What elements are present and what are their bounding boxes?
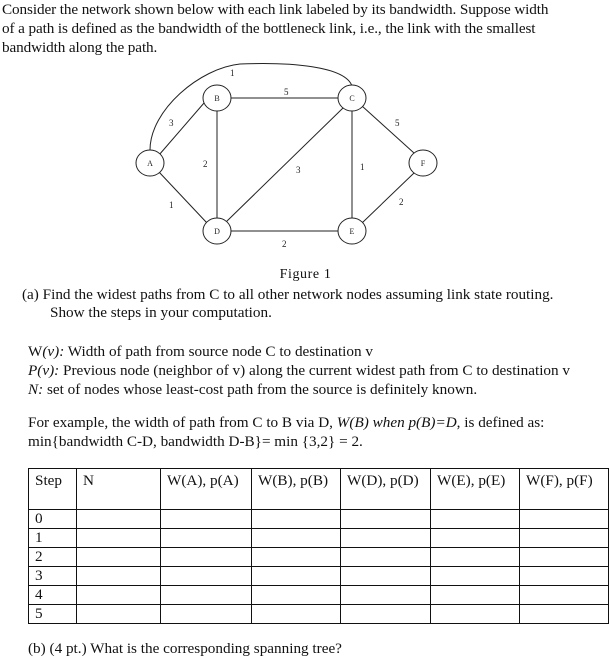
link-E-F bbox=[362, 173, 414, 223]
example bbox=[28, 413, 544, 451]
node-label-F: F bbox=[420, 159, 426, 168]
step-cell: 2 bbox=[29, 548, 77, 567]
wf-cell[interactable] bbox=[520, 548, 609, 567]
wa-cell[interactable] bbox=[161, 605, 252, 624]
link-C-F bbox=[362, 106, 414, 153]
definition-p bbox=[28, 361, 570, 380]
question-a-label: (a) bbox=[22, 286, 39, 303]
link-A-C bbox=[150, 64, 355, 150]
label-A-B: 3 bbox=[169, 118, 174, 128]
wa-cell[interactable] bbox=[161, 567, 252, 586]
computation-table bbox=[28, 468, 609, 624]
we-cell[interactable] bbox=[431, 529, 520, 548]
step-cell: 1 bbox=[29, 529, 77, 548]
n-cell[interactable] bbox=[77, 529, 161, 548]
header-wd-pd: W(D), p(D) bbox=[341, 469, 431, 510]
wd-cell[interactable] bbox=[341, 529, 431, 548]
wf-cell[interactable] bbox=[520, 567, 609, 586]
wd-cell[interactable] bbox=[341, 510, 431, 529]
wd-cell[interactable] bbox=[341, 548, 431, 567]
question-a-line-2: Show the steps in your computation. bbox=[50, 304, 272, 321]
n-cell[interactable] bbox=[77, 605, 161, 624]
header-wb-pb: W(B), p(B) bbox=[252, 469, 341, 510]
example-pre: For example, the width of path from C to B via D, bbox=[28, 414, 337, 431]
question-a-line-1 bbox=[22, 286, 553, 304]
link-A-D bbox=[159, 172, 207, 223]
n-cell[interactable] bbox=[77, 510, 161, 529]
we-cell[interactable] bbox=[431, 510, 520, 529]
node-label-E: E bbox=[349, 227, 355, 236]
definition-n bbox=[28, 380, 570, 399]
step-cell: 4 bbox=[29, 586, 77, 605]
step-cell: 0 bbox=[29, 510, 77, 529]
label-A-D: 1 bbox=[169, 200, 174, 210]
step-cell: 5 bbox=[29, 605, 77, 624]
table-header-row bbox=[29, 469, 609, 510]
wa-cell[interactable] bbox=[161, 510, 252, 529]
definition-n-text: set of nodes whose least-cost path from the source is definitely known. bbox=[43, 381, 478, 398]
definition-w-text: Width of path from source node C to destination v bbox=[64, 343, 373, 360]
wf-cell[interactable] bbox=[520, 510, 609, 529]
question-a-text-1: Find the widest paths from C to all other network nodes assuming link state routing. bbox=[42, 286, 554, 303]
header-we-pe: W(E), p(E) bbox=[431, 469, 520, 510]
term-p: P(v): bbox=[28, 362, 60, 379]
wd-cell[interactable] bbox=[341, 605, 431, 624]
node-label-C: C bbox=[349, 94, 355, 103]
example-line-1 bbox=[28, 413, 544, 432]
we-cell[interactable] bbox=[431, 586, 520, 605]
n-cell[interactable] bbox=[77, 548, 161, 567]
label-B-D: 2 bbox=[203, 159, 208, 169]
label-C-E: 1 bbox=[360, 162, 365, 172]
wb-cell[interactable] bbox=[252, 567, 341, 586]
label-B-C: 5 bbox=[284, 87, 289, 97]
label-E-F: 2 bbox=[399, 197, 404, 207]
wa-cell[interactable] bbox=[161, 548, 252, 567]
question-a bbox=[22, 286, 553, 322]
wb-cell[interactable] bbox=[252, 605, 341, 624]
wf-cell[interactable] bbox=[520, 605, 609, 624]
we-cell[interactable] bbox=[431, 605, 520, 624]
we-cell[interactable] bbox=[431, 567, 520, 586]
network-diagram bbox=[0, 0, 611, 265]
term-w-italic: (v): bbox=[42, 343, 65, 360]
definitions bbox=[28, 342, 570, 399]
header-wa-pa: W(A), p(A) bbox=[161, 469, 252, 510]
header-wf-pf: W(F), p(F) bbox=[520, 469, 609, 510]
label-C-D: 3 bbox=[296, 165, 301, 175]
wb-cell[interactable] bbox=[252, 586, 341, 605]
label-C-F: 5 bbox=[395, 118, 400, 128]
label-D-E: 2 bbox=[282, 239, 287, 249]
wf-cell[interactable] bbox=[520, 529, 609, 548]
table-row bbox=[29, 567, 609, 586]
step-cell: 3 bbox=[29, 567, 77, 586]
node-label-B: B bbox=[214, 94, 220, 103]
wd-cell[interactable] bbox=[341, 567, 431, 586]
example-post: , is defined as: bbox=[456, 414, 545, 431]
node-label-D: D bbox=[214, 227, 220, 236]
wf-cell[interactable] bbox=[520, 586, 609, 605]
figure-caption: Figure 1 bbox=[279, 267, 332, 282]
header-n: N bbox=[77, 469, 161, 510]
node-label-A: A bbox=[147, 159, 153, 168]
link-C-D bbox=[226, 108, 343, 222]
example-line-2: min{bandwidth C-D, bandwidth D-B}= min {3,2} = 2. bbox=[28, 433, 363, 450]
wb-cell[interactable] bbox=[252, 510, 341, 529]
table-row bbox=[29, 586, 609, 605]
table-row bbox=[29, 529, 609, 548]
wb-cell[interactable] bbox=[252, 548, 341, 567]
table-row bbox=[29, 510, 609, 529]
label-A-C: 1 bbox=[230, 68, 235, 78]
we-cell[interactable] bbox=[431, 548, 520, 567]
wa-cell[interactable] bbox=[161, 529, 252, 548]
example-italic: W(B) when p(B)=D bbox=[336, 414, 457, 431]
link-A-B bbox=[159, 103, 204, 155]
n-cell[interactable] bbox=[77, 586, 161, 605]
term-w: W bbox=[28, 343, 43, 360]
intro-line-2: of a path is defined as the bandwidth of the bottleneck link, i.e., the link with the smallest bbox=[2, 20, 536, 37]
wa-cell[interactable] bbox=[161, 586, 252, 605]
intro-line-1: Consider the network shown below with each link labeled by its bandwidth. Suppose width bbox=[2, 1, 549, 18]
definition-p-text: Previous node (neighbor of v) along the current widest path from C to destination v bbox=[59, 362, 570, 379]
intro-line-3: bandwidth along the path. bbox=[2, 39, 158, 56]
n-cell[interactable] bbox=[77, 567, 161, 586]
question-b: (b) (4 pt.) What is the corresponding spanning tree? bbox=[28, 640, 342, 657]
table-row bbox=[29, 548, 609, 567]
definition-w bbox=[28, 342, 570, 361]
wd-cell[interactable] bbox=[341, 586, 431, 605]
term-n: N: bbox=[28, 381, 44, 398]
header-step: Step bbox=[29, 469, 77, 510]
table-row bbox=[29, 605, 609, 624]
wb-cell[interactable] bbox=[252, 529, 341, 548]
